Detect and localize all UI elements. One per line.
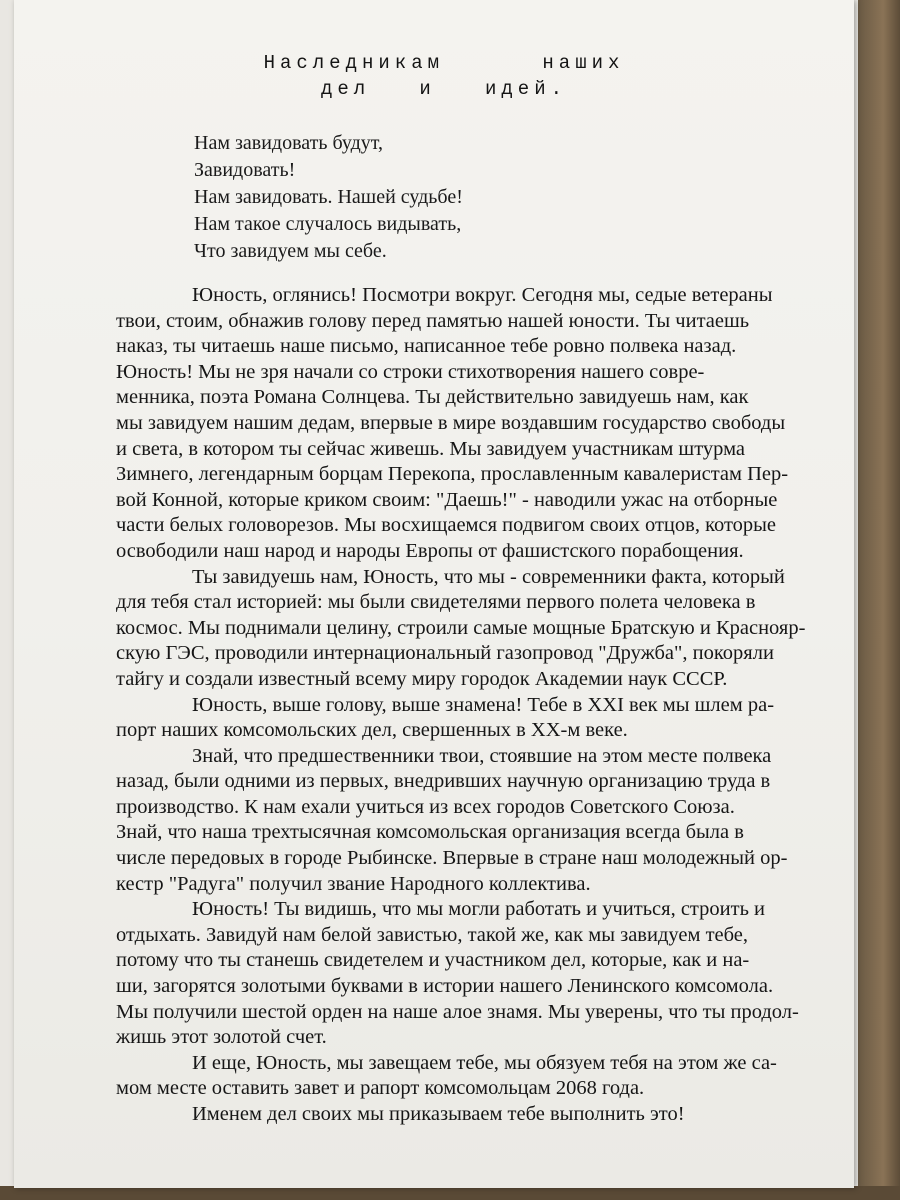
desk-bottom-edge bbox=[0, 1186, 900, 1200]
poem-line: Нам такое случалось видывать, bbox=[194, 213, 462, 235]
body-line: Юность, выше голову, выше знамена! Тебе в XXI век мы шлем ра- bbox=[192, 693, 775, 716]
body-line: кестр "Радуга" получил звание Народного коллектива. bbox=[116, 872, 591, 895]
body-line: и света, в котором ты сейчас живешь. Мы завидуем участникам штурма bbox=[116, 437, 746, 460]
body-line: тайгу и создали известный всему миру городок Академии наук СССР. bbox=[116, 667, 728, 690]
body-line: наказ, ты читаешь наше письмо, написанное тебе ровно полвека назад. bbox=[116, 335, 737, 358]
body-line: скую ГЭС, проводили интернациональный газопровод "Дружба", покоряли bbox=[116, 642, 774, 665]
body-line: части белых головорезов. Мы восхищаемся подвигом своих отцов, которые bbox=[116, 514, 777, 537]
body-line: отдыхать. Завидуй нам белой завистью, такой же, как мы завидуем тебе, bbox=[116, 923, 749, 946]
body-line: Знай, что предшественники твои, стоявшие на этом месте полвека bbox=[192, 744, 772, 767]
body-line: Именем дел своих мы приказываем тебе выполнить это! bbox=[192, 1103, 685, 1125]
body-line: ши, загорятся золотыми буквами в истории нашего Ленинского комсомола. bbox=[116, 975, 774, 998]
body-line: производство. К нам ехали учиться из всех городов Советского Союза. bbox=[116, 795, 735, 818]
poem-line: Нам завидовать. Нашей судьбе! bbox=[194, 186, 463, 208]
letter-heading-line-1: Наследникам наших bbox=[263, 52, 625, 74]
wooden-desk-edge bbox=[858, 0, 900, 1200]
body-line: мом месте оставить завет и рапорт комсомольцам 2068 года. bbox=[116, 1077, 645, 1100]
body-line: жишь этот золотой счет. bbox=[116, 1026, 327, 1049]
typed-letter-page bbox=[14, 0, 854, 1188]
body-line: освободили наш народ и народы Европы от фашистского порабощения. bbox=[116, 539, 744, 562]
body-line: Юность, оглянись! Посмотри вокруг. Сегодня мы, седые ветераны bbox=[192, 284, 773, 306]
poem-line: Нам завидовать будут, bbox=[194, 132, 384, 154]
body-line: менника, поэта Романа Солнцева. Ты действительно завидуешь нам, как bbox=[116, 386, 749, 409]
body-line: Юность! Ты видишь, что мы могли работать и учиться, строить и bbox=[192, 898, 766, 921]
letter-body bbox=[116, 283, 836, 1128]
body-line: космос. Мы поднимали целину, строили самые мощные Братскую и Краснояр- bbox=[116, 616, 806, 639]
poem-line: Завидовать! bbox=[194, 159, 296, 181]
body-line: потому что ты станешь свидетелем и участником дел, которые, как и на- bbox=[116, 949, 750, 972]
body-line: Мы получили шестой орден на наше алое знамя. Мы уверены, что ты продол- bbox=[116, 1000, 799, 1023]
body-line: твои, стоим, обнажив голову перед памятью нашей юности. Ты читаешь bbox=[116, 309, 750, 332]
body-line: И еще, Юность, мы завещаем тебе, мы обязуем тебя на этом же са- bbox=[192, 1051, 777, 1074]
letter-heading-line-2: дел и идей. bbox=[320, 78, 568, 100]
body-line: Юность! Мы не зря начали со строки стихотворения нашего совре- bbox=[116, 360, 705, 383]
body-line: вой Конной, которые криком своим: "Даешь!" - наводили ужас на отборные bbox=[116, 488, 778, 511]
body-line: Зимнего, легендарным борцам Перекопа, прославленным кавалеристам Пер- bbox=[116, 463, 789, 486]
body-line: назад, были одними из первых, внедривших научную организацию труда в bbox=[116, 770, 771, 793]
body-line: числе передовых в городе Рыбинске. Впервые в стране наш молодежный ор- bbox=[116, 847, 788, 870]
poem-line: Что завидуем мы себе. bbox=[194, 240, 387, 262]
body-line: для тебя стал историей: мы были свидетелями первого полета человека в bbox=[116, 591, 756, 614]
body-line: порт наших комсомольских дел, свершенных в XX-м веке. bbox=[116, 719, 628, 742]
body-line: Знай, что наша трехтысячная комсомольская организация всегда была в bbox=[116, 821, 744, 844]
body-line: мы завидуем нашим дедам, впервые в мире воздавшим государство свободы bbox=[116, 411, 786, 434]
body-line: Ты завидуешь нам, Юность, что мы - современники факта, который bbox=[192, 565, 785, 588]
epigraph-poem bbox=[194, 130, 463, 265]
